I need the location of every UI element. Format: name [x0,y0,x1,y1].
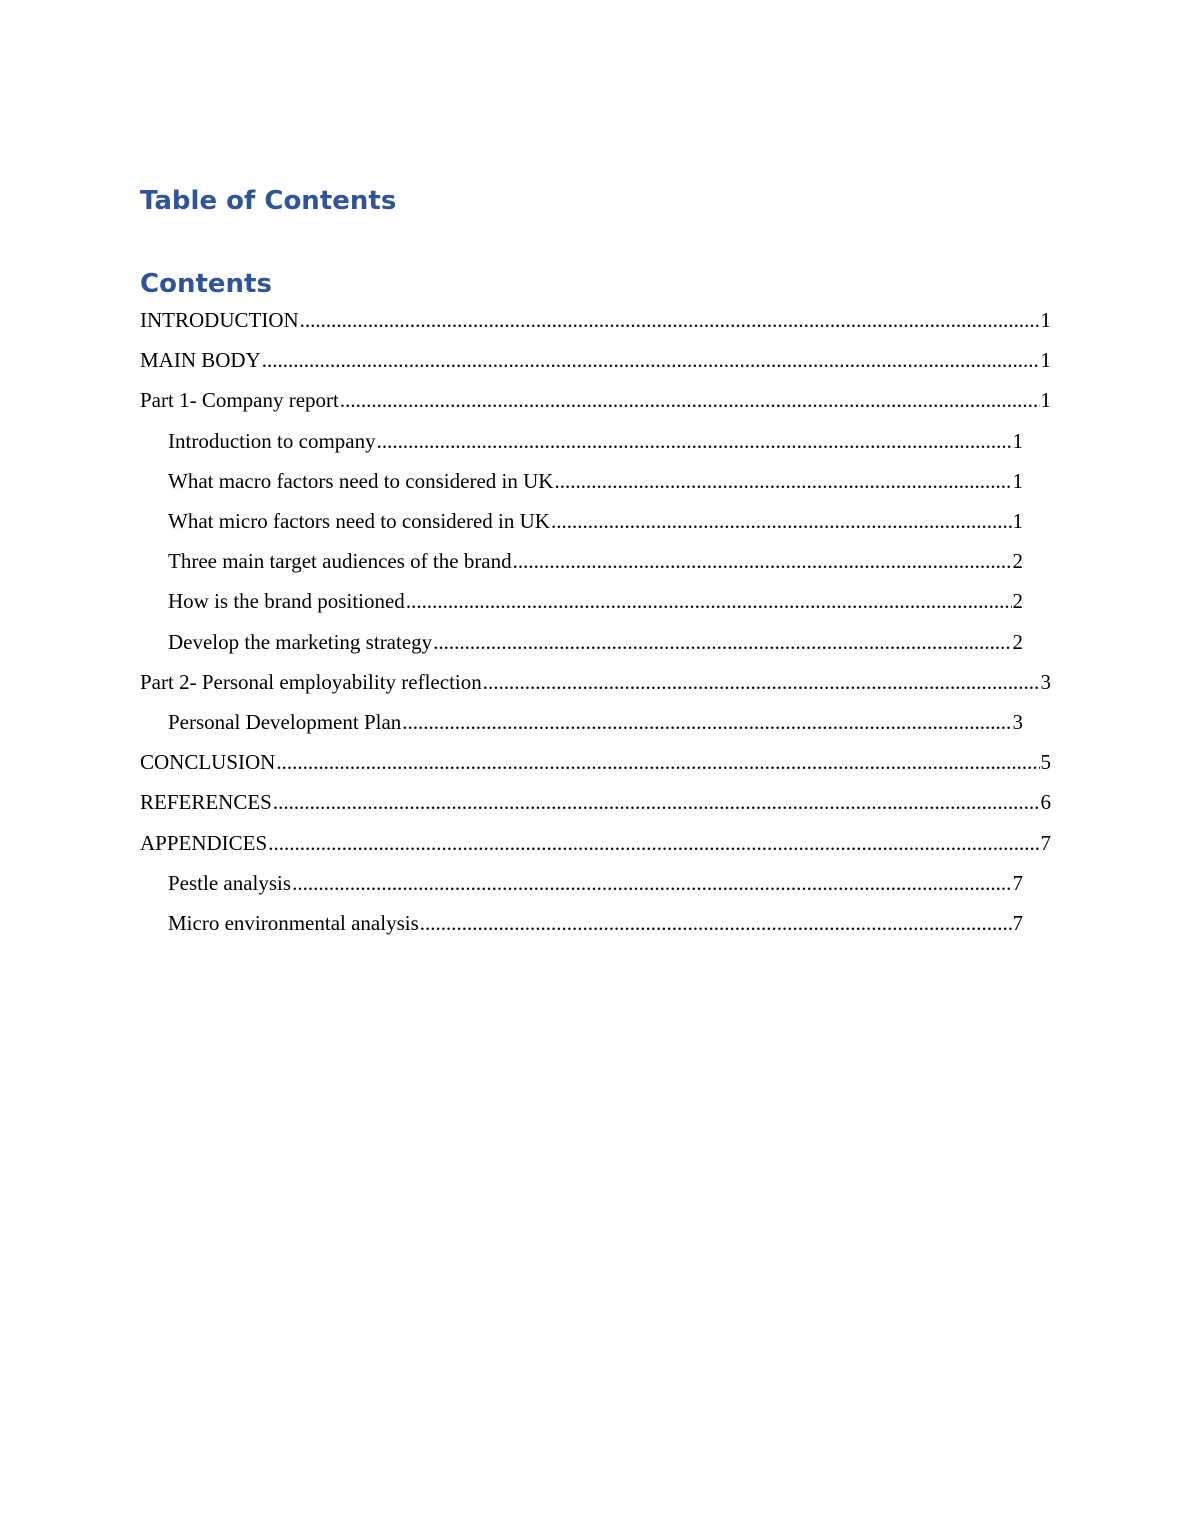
toc-page-number: 1 [1040,308,1051,332]
toc-page-number: 3 [1040,670,1051,694]
toc-entry[interactable] [140,748,1051,776]
toc-entry-title: Three main target audiences of the brand [168,549,512,573]
toc-entry-title: Develop the marketing strategy [168,630,433,654]
toc-dot-leader [513,547,1012,575]
toc-dot-leader [483,668,1040,696]
toc-entry-title: REFERENCES [140,790,272,814]
toc-dot-leader [406,587,1012,615]
toc-entry[interactable] [140,306,1051,334]
toc-entry-title: MAIN BODY [140,348,261,372]
toc-page-number: 7 [1040,831,1051,855]
toc-entry-title: APPENDICES [140,831,268,855]
toc-dot-leader [554,467,1011,495]
toc-page-number: 2 [1012,589,1023,613]
toc-page-number: 2 [1012,549,1023,573]
toc-entry[interactable] [140,346,1051,374]
page-title: Table of Contents [140,186,397,216]
toc-entry[interactable] [168,427,1023,455]
toc-page-number: 1 [1012,429,1023,453]
toc-page-number: 2 [1012,630,1023,654]
toc-page-number: 7 [1012,871,1023,895]
toc-dot-leader [551,507,1012,535]
toc-entry-title: Introduction to company [168,429,376,453]
toc-entry-title: INTRODUCTION [140,308,299,332]
toc-entry-title: Part 2- Personal employability reflection [140,670,482,694]
toc-entry-title: CONCLUSION [140,750,276,774]
toc-entry[interactable] [168,587,1023,615]
toc-entry[interactable] [168,507,1023,535]
toc-entry-title: Pestle analysis [168,871,292,895]
toc-entry[interactable] [140,386,1051,414]
toc-entry[interactable] [168,628,1023,656]
toc-page-number: 1 [1040,348,1051,372]
toc-entry-title: Personal Development Plan [168,710,402,734]
toc-dot-leader [300,306,1040,334]
toc-page-number: 1 [1012,509,1023,533]
toc-page-number: 3 [1012,710,1023,734]
toc-entry-title: How is the brand positioned [168,589,405,613]
toc-entry[interactable] [140,668,1051,696]
contents-heading: Contents [140,269,272,299]
toc-entry[interactable] [168,547,1023,575]
toc-entry[interactable] [168,909,1023,937]
toc-entry-title: Part 1- Company report [140,388,339,412]
toc-page-number: 1 [1012,469,1023,493]
toc-page-number: 6 [1040,790,1051,814]
toc-entry[interactable] [140,788,1051,816]
toc-dot-leader [433,628,1011,656]
toc-dot-leader [340,386,1040,414]
toc-dot-leader [273,788,1040,816]
toc-dot-leader [262,346,1040,374]
toc-page-number: 5 [1040,750,1051,774]
toc-dot-leader [292,869,1011,897]
toc-dot-leader [377,427,1012,455]
toc-dot-leader [268,829,1039,857]
toc-entry[interactable] [168,869,1023,897]
toc-entry[interactable] [140,829,1051,857]
toc-dot-leader [402,708,1011,736]
toc-entry-title: What macro factors need to considered in UK [168,469,554,493]
toc-page-number: 1 [1040,388,1051,412]
toc-dot-leader [276,748,1039,776]
toc-entry[interactable] [168,708,1023,736]
toc-entry[interactable] [168,467,1023,495]
toc-entry-title: What micro factors need to considered in UK [168,509,550,533]
toc-page-number: 7 [1012,911,1023,935]
toc-entry-title: Micro environmental analysis [168,911,419,935]
toc-dot-leader [420,909,1012,937]
